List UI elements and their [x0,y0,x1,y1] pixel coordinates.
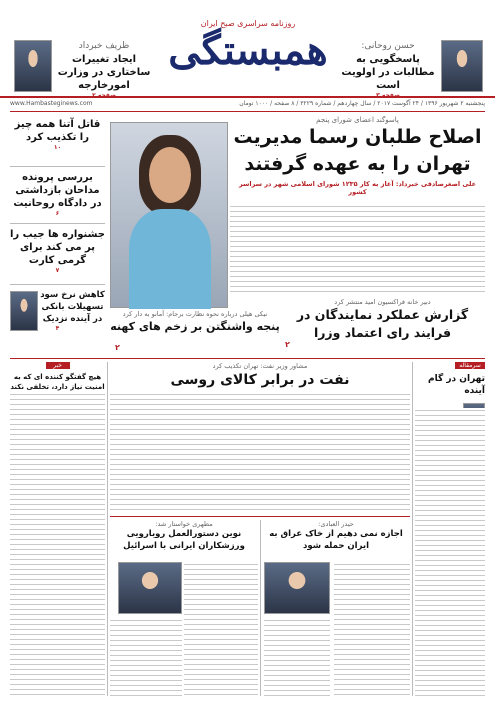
teaser-title: ایجاد تغییرات ساختاری در وزارت امورخارجه [57,54,151,91]
bottom-right-headline: اجازه نمی دهیم از خاک عراق به ایران حمله شود [269,529,403,551]
bottom-left-body [184,562,258,696]
logo [162,6,334,86]
editorial-tag: سرمقاله [455,362,485,369]
rule [10,111,485,112]
sidebar-page: ۷ [55,267,60,274]
sidebar-title: بررسی پرونده مداحان بازداشتی در دادگاه روحانیت [13,172,102,209]
oil-headline: نفت در برابر کالای روسی [170,372,350,388]
rouhani-photo [441,40,483,92]
sidebar-item[interactable] [10,118,105,162]
bottom-right-story[interactable] [262,520,410,552]
masthead [0,0,495,98]
face [149,147,191,203]
photo-headline: پنجه واشنگتن بر زخم های کهنه [110,320,280,333]
masthead-right-teaser[interactable] [340,40,436,99]
oil-body-text [110,392,410,512]
motahari-photo [118,562,182,614]
second-headline: گزارش عملکرد نمایندگان در فرایند رای اعتماد وزرا [296,307,469,340]
sidebar-page: ۴ [55,325,60,332]
second-story[interactable] [280,298,485,342]
editorial-headline: تهران در گام آینده [428,374,485,396]
dress [129,209,211,309]
photo-kicker: نیکی هیلی درباره نحوه نظارت برجام: آمانو به دار کرد [122,310,268,318]
haley-photo [110,122,228,308]
sidebar-item[interactable] [10,171,105,219]
column-divider [107,362,108,696]
sidebar-photo [10,291,38,331]
lead-headline: اصلاح طلبان رسما مدیریت تهران را به عهده گرفتند [233,126,482,175]
teaser-page: صفحه ۳ [376,92,400,99]
bottom-right-body [334,562,410,696]
oil-story[interactable] [110,362,410,390]
bottom-right-kicker: حیدر العبادی: [318,520,354,528]
sidebar-title: قاتل آتنا همه چیز را تکذیب کرد [14,119,101,143]
sidebar-title: کاهش نرخ سود تسهیلات بانکی در آینده نزدیک [40,290,105,324]
photo-story[interactable] [110,310,280,336]
bottom-left-body [110,618,182,696]
sidebar-page: ۱۰ [53,144,62,151]
sidebar-item[interactable] [10,228,105,280]
bottom-left-story[interactable] [110,520,258,552]
logo-subtitle: روزنامه سراسری صبح ایران [200,18,296,28]
lead-body-text [230,204,485,292]
left-tag: خبر [46,362,70,369]
editorial-body-text [415,408,485,696]
divider [10,284,105,285]
column-divider [260,520,261,696]
oil-kicker: مشاور وزیر نفت: تهران تکذیب کرد [212,362,308,370]
lead-subhead: علی اصغرصادقی خبرداد: آغاز به کار ۱۲۳۵ شورای اسلامی شهر در سراسر کشور [238,180,477,196]
second-page: ۲ [285,340,290,349]
info-bar [10,100,485,110]
lead-kicker: پاسوگند اعضای شورای پنجم [316,116,399,124]
zarif-photo [14,40,52,92]
rule [110,516,410,517]
left-body-text [10,392,105,696]
teaser-kicker: حسن روحانی: [361,41,415,51]
left-headline: هیچ گفتگو کننده ای که به امنیت نیاز دارد، تخلفی نکند [10,373,105,391]
divider [10,223,105,224]
lead-story[interactable] [230,116,485,196]
sidebar [10,118,105,345]
teaser-page: صفحه ۲ [92,92,116,99]
rule [10,358,485,359]
masthead-left-teaser[interactable] [56,40,152,99]
abadi-photo [264,562,330,614]
sidebar-item[interactable] [10,289,105,345]
column-divider [412,362,413,696]
divider [10,166,105,167]
issue-info: پنجشنبه ۲ شهریور ۱۳۹۶ / ۲۴ آگوست ۲۰۱۷ / سال چهاردهم / شماره ۳۲۲۹ / ۸ صفحه / ۱۰۰۰ تومان [239,100,485,107]
left-column-story[interactable] [10,362,105,392]
bottom-left-kicker: مطهری خواستار شد: [155,520,213,528]
second-kicker: دبیر خانه فراکسیون امید منتشر کرد [334,298,431,306]
sidebar-title: جشنواره ها جیب را پر می کند برای گرمی کارت [9,229,105,266]
sidebar-page: ۶ [55,210,60,217]
bottom-left-headline: نوین دستورالعمل رویارویی ورزشکاران ایرانی با اسرائیل [123,529,245,551]
bottom-right-body [264,618,330,696]
teaser-kicker: ظریف خبرداد [78,41,130,51]
website[interactable]: www.Hambasteginews.com [10,100,93,107]
logo-name: همبستگی [168,26,328,74]
teaser-title: پاسخگویی به مطالبات در اولویت است [341,54,435,91]
photo-page: ۲ [115,343,120,352]
